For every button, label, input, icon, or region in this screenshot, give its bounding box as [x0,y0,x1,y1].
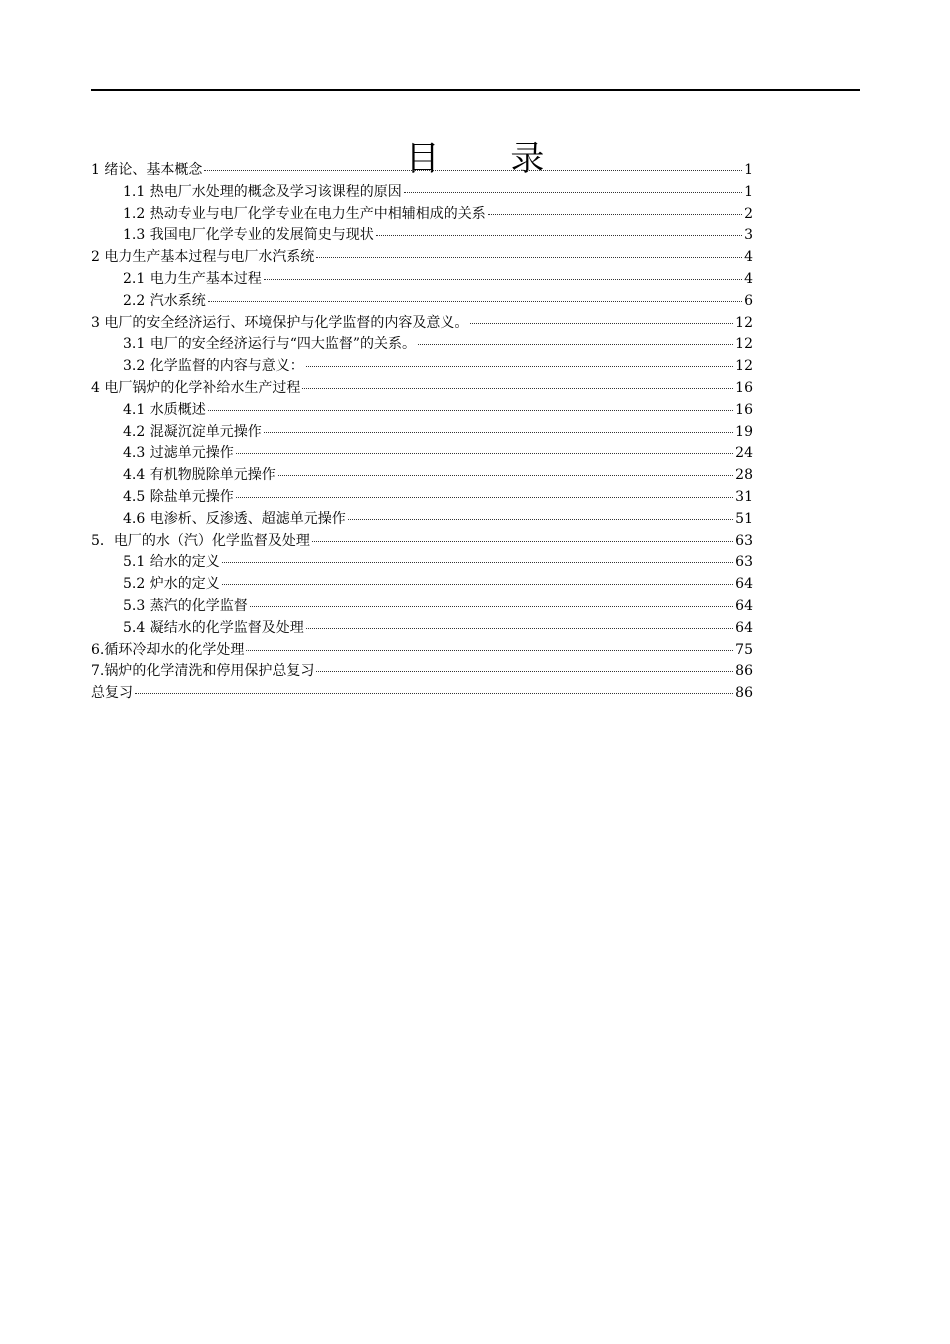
toc-entry-label: 7.锅炉的化学清洗和停用保护总复习 [91,663,315,680]
toc-entry-page-number: 64 [735,576,753,593]
toc-entry[interactable] [91,160,753,182]
toc-dot-leader [250,606,733,607]
toc-entry[interactable] [91,422,753,444]
toc-entry[interactable] [91,334,753,356]
toc-entry[interactable] [91,618,753,640]
toc-entry[interactable] [91,640,753,662]
toc-entry[interactable] [91,509,753,531]
toc-entry-label: 总复习 [91,685,133,702]
toc-entry-label: 4.4 有机物脱除单元操作 [123,467,276,484]
toc-entry[interactable] [91,552,753,574]
toc-entry-page-number: 16 [735,379,753,396]
toc-dot-leader [306,628,733,629]
toc-entry[interactable] [91,313,753,335]
toc-entry[interactable] [91,465,753,487]
toc-entry-label: 2.2 汽水系统 [123,292,206,309]
toc-entry-label: 1.1 热电厂水处理的概念及学习该课程的原因 [123,183,402,200]
toc-dot-leader [302,388,733,389]
toc-entry[interactable] [91,269,753,291]
toc-dot-leader [348,519,733,520]
toc-entry[interactable] [91,225,753,247]
toc-entry-label: 1.3 我国电厂化学专业的发展简史与现状 [123,227,374,244]
page-title: 目 录 [405,138,575,179]
toc-entry-page-number: 51 [735,510,753,527]
toc-entry-label: 4.2 混凝沉淀单元操作 [123,423,262,440]
toc-entry-page-number: 19 [735,423,753,440]
toc-entry-label: 5.4 凝结水的化学监督及处理 [123,619,304,636]
toc-entry[interactable] [91,378,753,400]
toc-dot-leader [246,650,733,651]
toc-dot-leader [204,170,742,171]
toc-entry-page-number: 16 [735,401,753,418]
toc-entry-label: 2 电力生产基本过程与电厂水汽系统 [91,249,315,266]
toc-dot-leader [488,214,742,215]
toc-entry-page-number: 12 [735,336,753,353]
table-of-contents [91,160,753,705]
toc-entry-page-number: 12 [735,314,753,331]
toc-dot-leader [208,410,733,411]
toc-entry-label: 6.循环冷却水的化学处理 [91,641,245,658]
toc-entry-page-number: 64 [735,619,753,636]
toc-entry-page-number: 86 [735,685,753,702]
toc-entry-page-number: 4 [744,270,753,287]
toc-entry-page-number: 12 [735,358,753,375]
toc-entry-page-number: 4 [744,249,753,266]
toc-dot-leader [278,475,733,476]
toc-entry[interactable] [91,596,753,618]
toc-entry-page-number: 3 [744,227,753,244]
toc-entry-page-number: 1 [744,162,753,178]
toc-entry-label: 5.3 蒸汽的化学监督 [123,597,248,614]
toc-entry[interactable] [91,247,753,269]
toc-entry-label: 5．电厂的水（汽）化学监督及处理 [91,532,310,549]
toc-entry-label: 4.3 过滤单元操作 [123,445,234,462]
toc-dot-leader [404,192,742,193]
toc-dot-leader [135,693,733,694]
toc-dot-leader [312,541,733,542]
toc-entry-page-number: 63 [735,554,753,571]
toc-entry-page-number: 75 [735,641,753,658]
toc-entry-page-number: 63 [735,532,753,549]
toc-entry-page-number: 1 [744,183,753,200]
toc-entry-label: 3.2 化学监督的内容与意义： [123,358,304,375]
toc-dot-leader [316,257,742,258]
toc-entry[interactable] [91,204,753,226]
toc-dot-leader [264,432,733,433]
toc-entry-label: 4.5 除盐单元操作 [123,488,234,505]
toc-entry-page-number: 86 [735,663,753,680]
toc-entry-label: 2.1 电力生产基本过程 [123,270,262,287]
toc-entry-label: 1 绪论、基本概念 [91,162,203,178]
toc-dot-leader [316,671,733,672]
toc-entry-label: 4 电厂锅炉的化学补给水生产过程 [91,379,301,396]
toc-dot-leader [376,235,742,236]
toc-entry-page-number: 24 [735,445,753,462]
toc-entry-page-number: 31 [735,488,753,505]
toc-entry[interactable] [91,574,753,596]
toc-dot-leader [470,323,733,324]
toc-dot-leader [222,562,733,563]
toc-entry-label: 5.1 给水的定义 [123,554,220,571]
toc-dot-leader [264,279,742,280]
toc-entry[interactable] [91,531,753,553]
toc-entry[interactable] [91,683,753,705]
toc-entry[interactable] [91,356,753,378]
toc-dot-leader [222,584,733,585]
toc-entry[interactable] [91,400,753,422]
toc-dot-leader [306,366,733,367]
toc-entry-page-number: 28 [735,467,753,484]
toc-dot-leader [208,301,742,302]
header-rule [91,89,860,91]
toc-entry[interactable] [91,661,753,683]
toc-entry[interactable] [91,487,753,509]
toc-dot-leader [236,497,733,498]
toc-entry-page-number: 6 [744,292,753,309]
toc-entry[interactable] [91,291,753,313]
toc-entry[interactable] [91,443,753,465]
toc-dot-leader [236,453,733,454]
toc-entry-label: 4.6 电渗析、反渗透、超滤单元操作 [123,510,346,527]
toc-dot-leader [418,344,733,345]
toc-entry-label: 5.2 炉水的定义 [123,576,220,593]
toc-entry-page-number: 64 [735,597,753,614]
toc-entry[interactable] [91,182,753,204]
toc-entry-page-number: 2 [744,205,753,222]
toc-entry-label: 3.1 电厂的安全经济运行与“四大监督”的关系。 [123,336,417,353]
toc-entry-label: 3 电厂的安全经济运行、环境保护与化学监督的内容及意义。 [91,314,469,331]
toc-entry-label: 1.2 热动专业与电厂化学专业在电力生产中相辅相成的关系 [123,205,486,222]
toc-entry-label: 4.1 水质概述 [123,401,206,418]
